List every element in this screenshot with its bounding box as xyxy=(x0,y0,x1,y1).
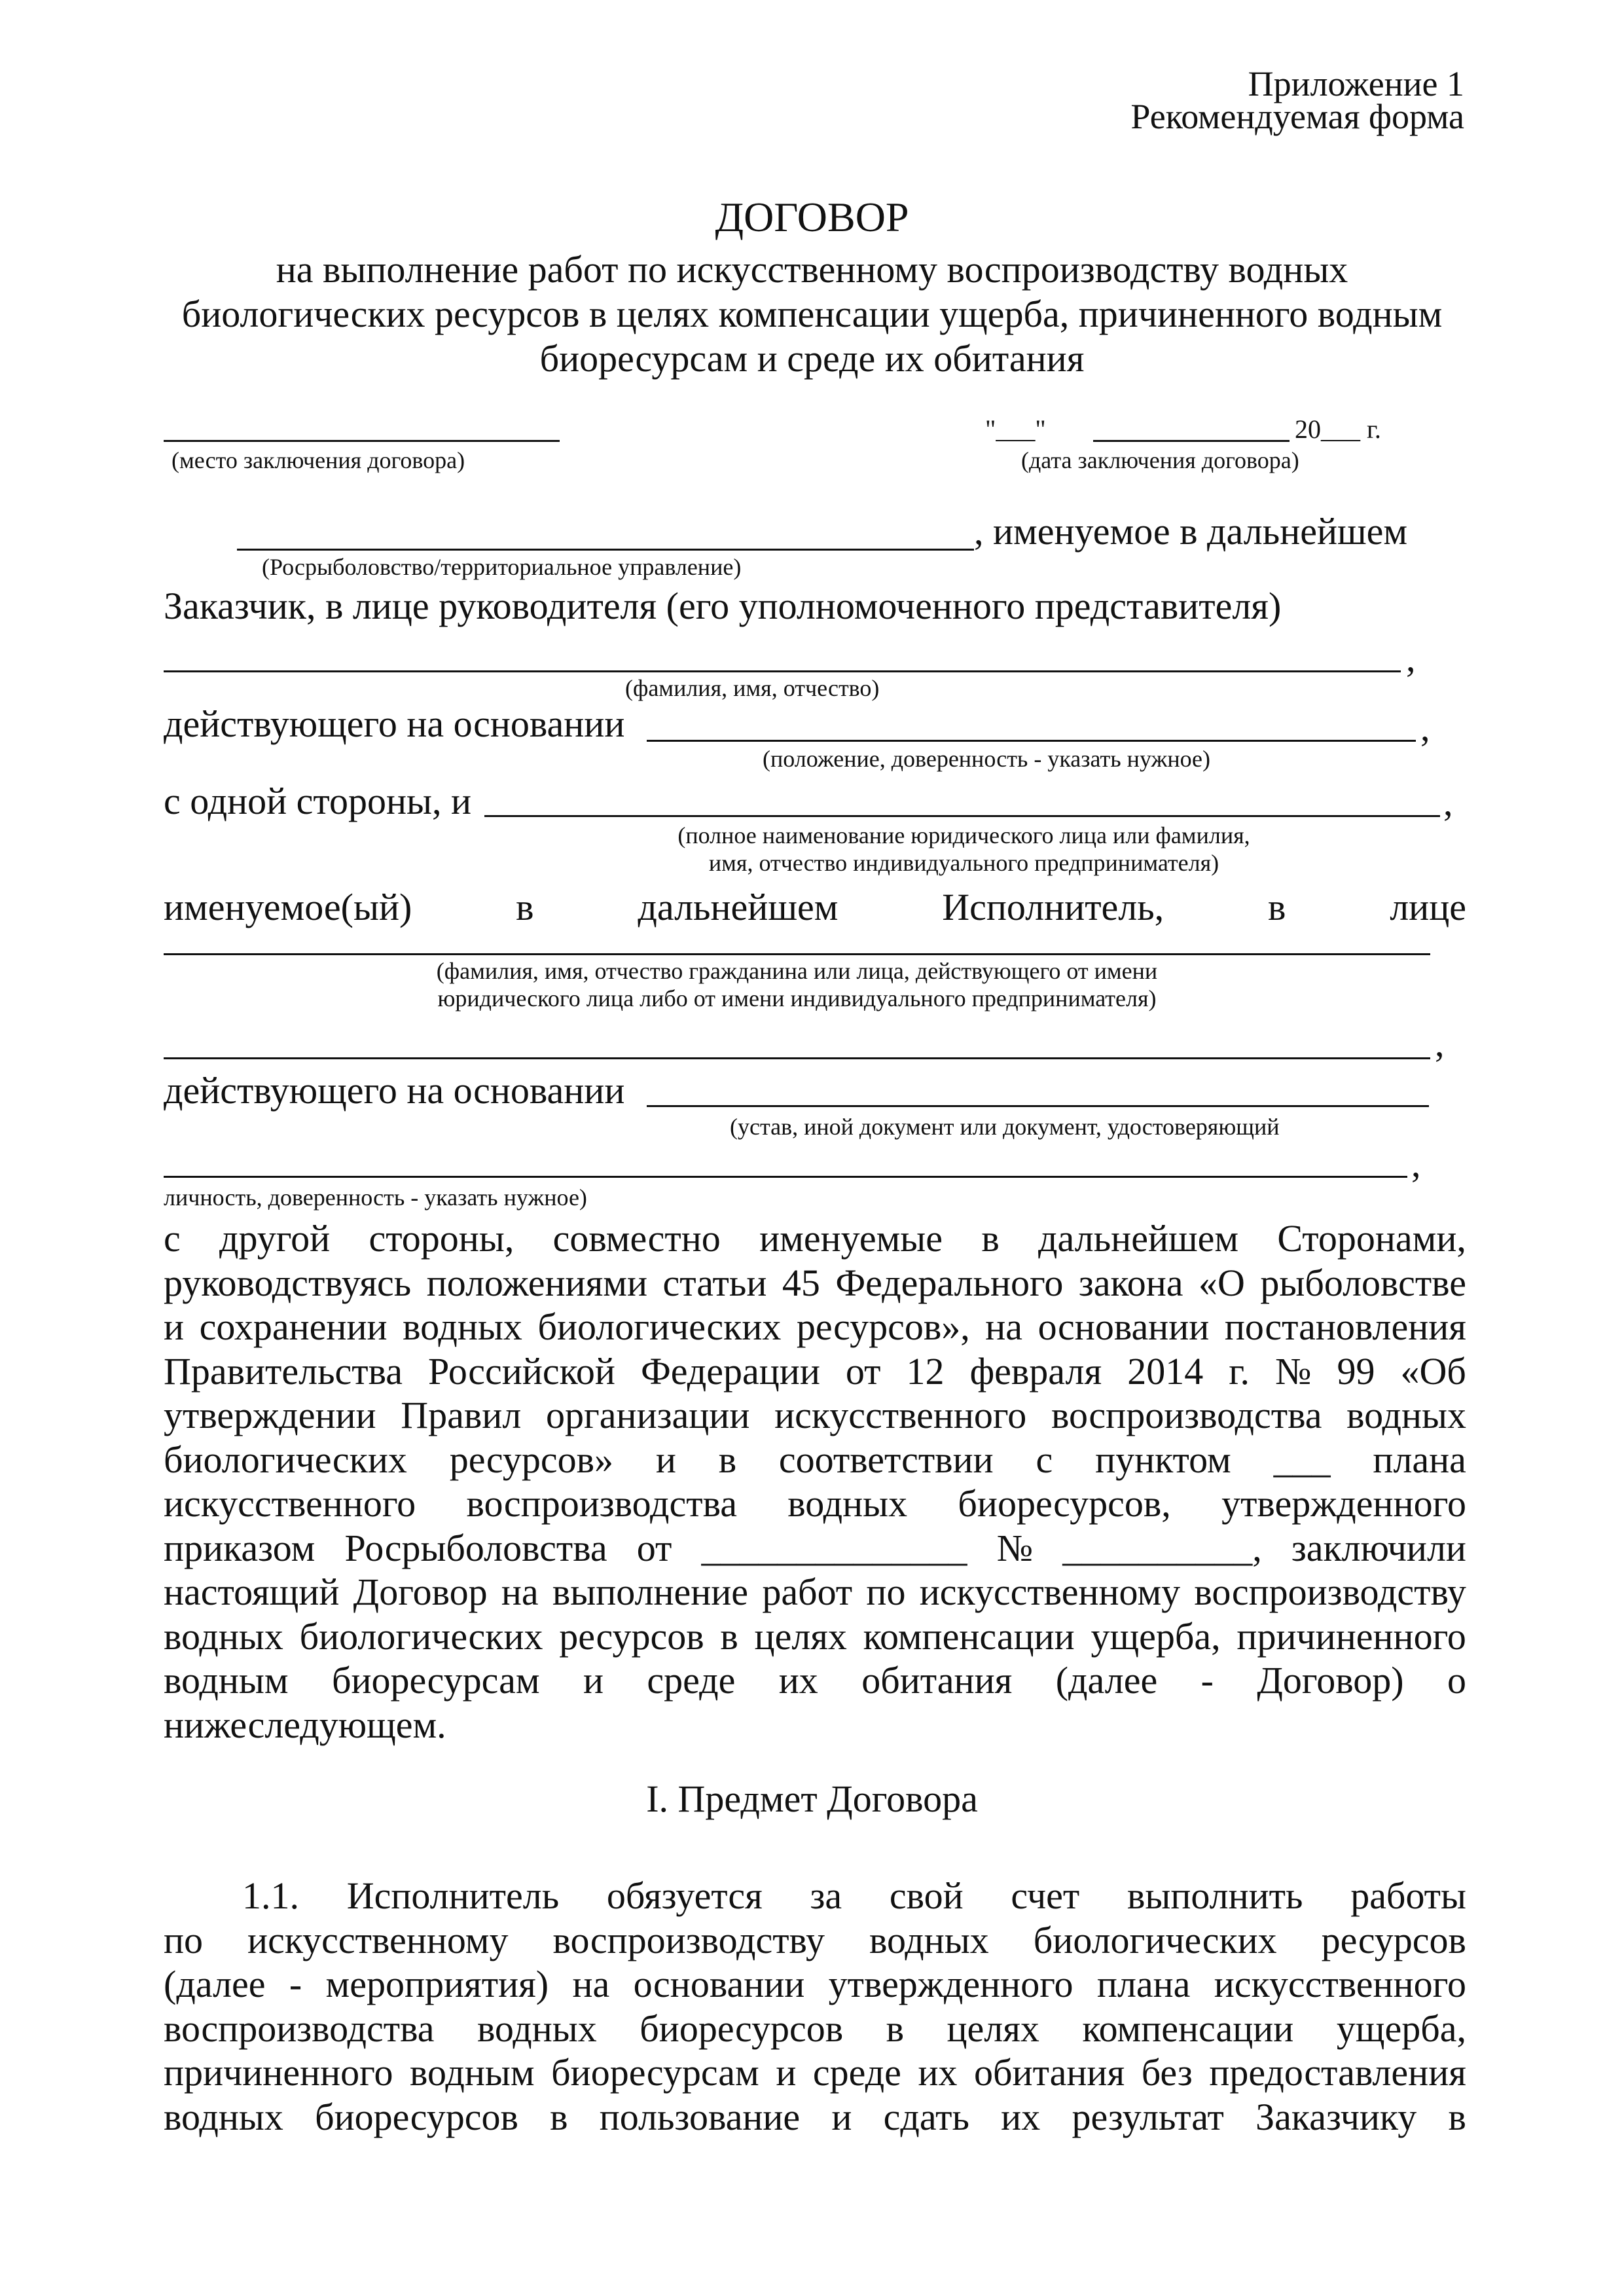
date-month-field-line[interactable] xyxy=(1093,440,1290,442)
word: воспроизводства xyxy=(466,1482,737,1525)
word: биологических xyxy=(299,1614,543,1658)
word: биоресурсам xyxy=(331,1659,540,1702)
customer-caption: (Росрыболовство/территориальное управление) xyxy=(262,554,742,580)
preamble-line xyxy=(164,1526,1466,1571)
section-heading: I. Предмет Договора xyxy=(646,1777,978,1820)
word: за xyxy=(810,1874,842,1917)
word: водных xyxy=(1346,1394,1466,1436)
comma: , xyxy=(1443,781,1453,824)
customer-line: Заказчик, в лице руководителя (его уполномоченного представителя) xyxy=(164,585,1282,627)
acting-basis-label: действующего на основании xyxy=(164,702,625,745)
word: дальнейшем xyxy=(1038,1217,1239,1260)
word: в xyxy=(981,1217,1000,1260)
word: статьи xyxy=(662,1261,767,1304)
word: сохранении xyxy=(199,1305,388,1348)
word: искусственного xyxy=(774,1394,1027,1436)
word: Правил xyxy=(401,1394,522,1436)
word: сдать xyxy=(883,2095,969,2138)
word: на xyxy=(985,1305,1023,1348)
word: воспроизводству xyxy=(1194,1571,1466,1613)
word: целях xyxy=(754,1614,847,1658)
word: ущерба, xyxy=(1336,2007,1466,2050)
word: счет xyxy=(1011,1874,1080,1917)
place-field-line[interactable] xyxy=(164,440,560,442)
word: ресурсов», xyxy=(796,1305,970,1348)
named-executor-line: именуемое(ый) в дальнейшем Исполнитель, в лице xyxy=(164,886,1466,928)
acting-basis-field-line-2[interactable] xyxy=(647,1105,1429,1107)
word: в xyxy=(720,1614,738,1658)
word: ресурсов xyxy=(1321,1918,1466,1961)
date-caption: (дата заключения договора) xyxy=(1021,447,1299,473)
word: и xyxy=(583,1659,604,1702)
word: положениями xyxy=(426,1261,648,1304)
section1-line xyxy=(164,2050,1466,2095)
word: среде xyxy=(812,2051,901,2094)
acting-basis-label-2: действующего на основании xyxy=(164,1069,625,1112)
word: обитания xyxy=(861,1659,1013,1702)
word: «О xyxy=(1199,1261,1245,1304)
word: (далее xyxy=(164,1963,266,2005)
word: ущерба, xyxy=(1091,1614,1221,1658)
word: и xyxy=(164,1305,185,1348)
word: водных xyxy=(403,1305,522,1348)
word: Федерального xyxy=(835,1261,1064,1304)
word: Федерации xyxy=(640,1349,820,1393)
word: ресурсов xyxy=(559,1614,704,1658)
word: искусственному xyxy=(247,1918,509,1961)
word: причиненного xyxy=(1236,1614,1466,1658)
word: № xyxy=(996,1526,1034,1569)
appendix-label: Приложение 1 xyxy=(1248,64,1464,103)
word: № xyxy=(1275,1349,1312,1393)
word: основании xyxy=(1038,1305,1210,1348)
customer-field-line[interactable] xyxy=(237,549,974,551)
word: биоресурсам xyxy=(551,2051,759,2094)
word: биоресурсов, xyxy=(958,1482,1171,1525)
word: с xyxy=(1036,1438,1053,1481)
preamble-line xyxy=(164,1570,1466,1614)
word: г. xyxy=(1229,1349,1250,1393)
word: в xyxy=(550,2095,568,2138)
section1-line xyxy=(164,1874,1466,1918)
section1-line xyxy=(164,1962,1466,2007)
word: 12 xyxy=(906,1349,945,1393)
word: выполнение xyxy=(552,1571,749,1613)
word: водных xyxy=(164,1614,283,1658)
word: водных xyxy=(869,1918,989,1961)
word: «Об xyxy=(1400,1349,1466,1393)
executor-field-line[interactable] xyxy=(484,815,1440,817)
word: их xyxy=(918,2051,958,2094)
comma: , xyxy=(1435,1022,1445,1065)
word: плана xyxy=(1373,1438,1466,1481)
word: 45 xyxy=(782,1261,820,1304)
word: приказом xyxy=(164,1526,316,1569)
word: мероприятия) xyxy=(325,1963,549,2005)
word: работы xyxy=(1350,1874,1466,1917)
word: искусственного xyxy=(1214,1963,1466,2005)
word: рыболовстве xyxy=(1260,1261,1466,1304)
word: утверждении xyxy=(164,1394,376,1436)
acting-basis-field-line[interactable] xyxy=(647,740,1416,742)
preamble-line xyxy=(164,1614,1466,1659)
word: - xyxy=(1200,1659,1214,1702)
preamble-line xyxy=(164,1482,1466,1526)
word: основании xyxy=(633,1963,805,2005)
word: воспроизводства xyxy=(1051,1394,1322,1436)
word: водным xyxy=(410,2051,535,2094)
word: водных xyxy=(787,1482,908,1525)
word: Российской xyxy=(428,1349,615,1393)
word: ______________ xyxy=(701,1526,967,1569)
word: среде xyxy=(647,1659,736,1702)
document-title: ДОГОВОР xyxy=(715,194,909,240)
word: свой xyxy=(889,1874,964,1917)
word: в xyxy=(718,1438,737,1481)
word: Заказчику xyxy=(1255,2095,1417,2138)
customer-rep-field-line[interactable] xyxy=(164,670,1401,672)
word: с xyxy=(164,1217,181,1260)
word: от xyxy=(636,1526,672,1569)
word: в xyxy=(886,2007,904,2050)
word: искусственному xyxy=(919,1571,1181,1613)
word: на xyxy=(501,1571,539,1613)
word: причиненного xyxy=(164,2051,393,2094)
date-day-field[interactable]: "___" xyxy=(985,414,1046,444)
preamble-paragraph xyxy=(164,1216,1466,1747)
fio-caption: (фамилия, имя, отчество) xyxy=(625,675,880,701)
word: именуемые xyxy=(759,1217,943,1260)
preamble-line xyxy=(164,1438,1466,1482)
rep-caption-2: юридического лица либо от имени индивидуального предпринимателя) xyxy=(437,985,1157,1011)
word: стороны, xyxy=(369,1217,514,1260)
word: предоставления xyxy=(1209,2051,1466,2094)
word: (далее xyxy=(1055,1659,1158,1702)
preamble-line xyxy=(164,1393,1466,1438)
word: февраля xyxy=(969,1349,1102,1393)
word: биоресурсов xyxy=(640,2007,844,2050)
word: биоресурсов xyxy=(315,2095,518,2138)
word: от xyxy=(845,1349,881,1393)
word: утвержденного xyxy=(828,1963,1074,2005)
preamble-line xyxy=(164,1261,1466,1305)
preamble-line xyxy=(164,1216,1466,1261)
doc-caption-1: (устав, иной документ или документ, удостоверяющий xyxy=(730,1114,1280,1140)
word: компенсации xyxy=(863,1614,1075,1658)
word: настоящий xyxy=(164,1571,340,1613)
preamble-line xyxy=(164,1305,1466,1349)
word: обязуется xyxy=(606,1874,763,1917)
rep-caption-1: (фамилия, имя, отчество гражданина или лица, действующего от имени xyxy=(436,958,1158,984)
word: о xyxy=(1447,1659,1466,1702)
word: организации xyxy=(546,1394,750,1436)
word: биологических xyxy=(1033,1918,1277,1961)
word: постановления xyxy=(1224,1305,1466,1348)
word: пунктом xyxy=(1095,1438,1231,1481)
word: биологических xyxy=(537,1305,782,1348)
word: руководствуясь xyxy=(164,1261,412,1304)
word: 1.1. xyxy=(242,1874,299,1917)
word: целях xyxy=(947,2007,1039,2050)
word: и xyxy=(655,1438,676,1481)
word: Договор) xyxy=(1257,1659,1404,1702)
word: на xyxy=(572,1963,610,2005)
doc-caption-2: личность, доверенность - указать нужное) xyxy=(164,1184,587,1211)
word: другой xyxy=(219,1217,331,1260)
word: выполнить xyxy=(1127,1874,1303,1917)
word: 2014 xyxy=(1127,1349,1204,1393)
word: Правительства xyxy=(164,1349,403,1393)
word: 99 xyxy=(1337,1349,1375,1393)
word: по xyxy=(164,1918,204,1961)
word: утвержденного xyxy=(1221,1482,1466,1525)
basis-caption: (положение, доверенность - указать нужное) xyxy=(763,746,1211,772)
word: Сторонами, xyxy=(1277,1217,1466,1260)
entity-caption-2: имя, отчество индивидуального предпринимателя) xyxy=(708,850,1219,876)
word: - xyxy=(289,1963,302,2005)
word: соответствии xyxy=(778,1438,994,1481)
word: __________, xyxy=(1062,1526,1262,1569)
word: и xyxy=(776,2051,797,2094)
title-line-3: биоресурсам и среде их обитания xyxy=(539,337,1085,380)
word: пользование xyxy=(599,2095,801,2138)
place-caption: (место заключения договора) xyxy=(171,447,465,473)
customer-named-text: , именуемое в дальнейшем xyxy=(974,510,1408,553)
preamble-last-line: нижеследующем. xyxy=(164,1703,446,1746)
word: ресурсов» xyxy=(449,1438,613,1481)
word: обитания xyxy=(974,2051,1125,2094)
section1-line xyxy=(164,1918,1466,1963)
word: и xyxy=(831,2095,852,2138)
word: Исполнитель xyxy=(346,1874,560,1917)
word: Договор xyxy=(353,1571,488,1613)
one-side-label: с одной стороны, и xyxy=(164,780,472,822)
word: водных xyxy=(164,2095,283,2138)
word: плана xyxy=(1096,1963,1191,2005)
word: воспроизводства xyxy=(164,2007,435,2050)
word: по xyxy=(866,1571,906,1613)
section1-paragraph xyxy=(164,1874,1466,2139)
word: совместно xyxy=(552,1217,721,1260)
word: водным xyxy=(164,1659,289,1702)
word: воспроизводству xyxy=(552,1918,825,1961)
comma: , xyxy=(1411,1142,1421,1185)
preamble-line xyxy=(164,1658,1466,1703)
word: заключили xyxy=(1291,1526,1466,1569)
title-line-2: биологических ресурсов в целях компенсации ущерба, причиненного водным xyxy=(181,293,1443,335)
word: Росрыболовства xyxy=(344,1526,607,1569)
word: ___ xyxy=(1273,1438,1331,1481)
form-note: Рекомендуемая форма xyxy=(1130,97,1464,136)
date-year-field[interactable]: 20___ г. xyxy=(1295,414,1381,444)
word: водных xyxy=(477,2007,597,2050)
word: их xyxy=(778,1659,818,1702)
word: без xyxy=(1141,2051,1193,2094)
doc-field-line[interactable] xyxy=(164,1176,1407,1178)
word: работ xyxy=(762,1571,853,1613)
executor-rep-field-line-2[interactable] xyxy=(164,1057,1430,1059)
word: результат xyxy=(1072,2095,1224,2138)
entity-caption-1: (полное наименование юридического лица или фамилия, xyxy=(677,822,1250,848)
word: искусственного xyxy=(164,1482,416,1525)
word: закона xyxy=(1078,1261,1183,1304)
comma: , xyxy=(1420,706,1430,749)
section1-line xyxy=(164,2095,1466,2140)
comma: , xyxy=(1406,637,1416,680)
word: их xyxy=(1001,2095,1041,2138)
section1-line xyxy=(164,2007,1466,2051)
title-line-1: на выполнение работ по искусственному воспроизводству водных xyxy=(276,248,1348,291)
word: компенсации xyxy=(1082,2007,1294,2050)
word: в xyxy=(1448,2095,1466,2138)
word: биологических xyxy=(164,1438,407,1481)
executor-rep-field-line[interactable] xyxy=(164,953,1430,955)
preamble-line xyxy=(164,1349,1466,1394)
